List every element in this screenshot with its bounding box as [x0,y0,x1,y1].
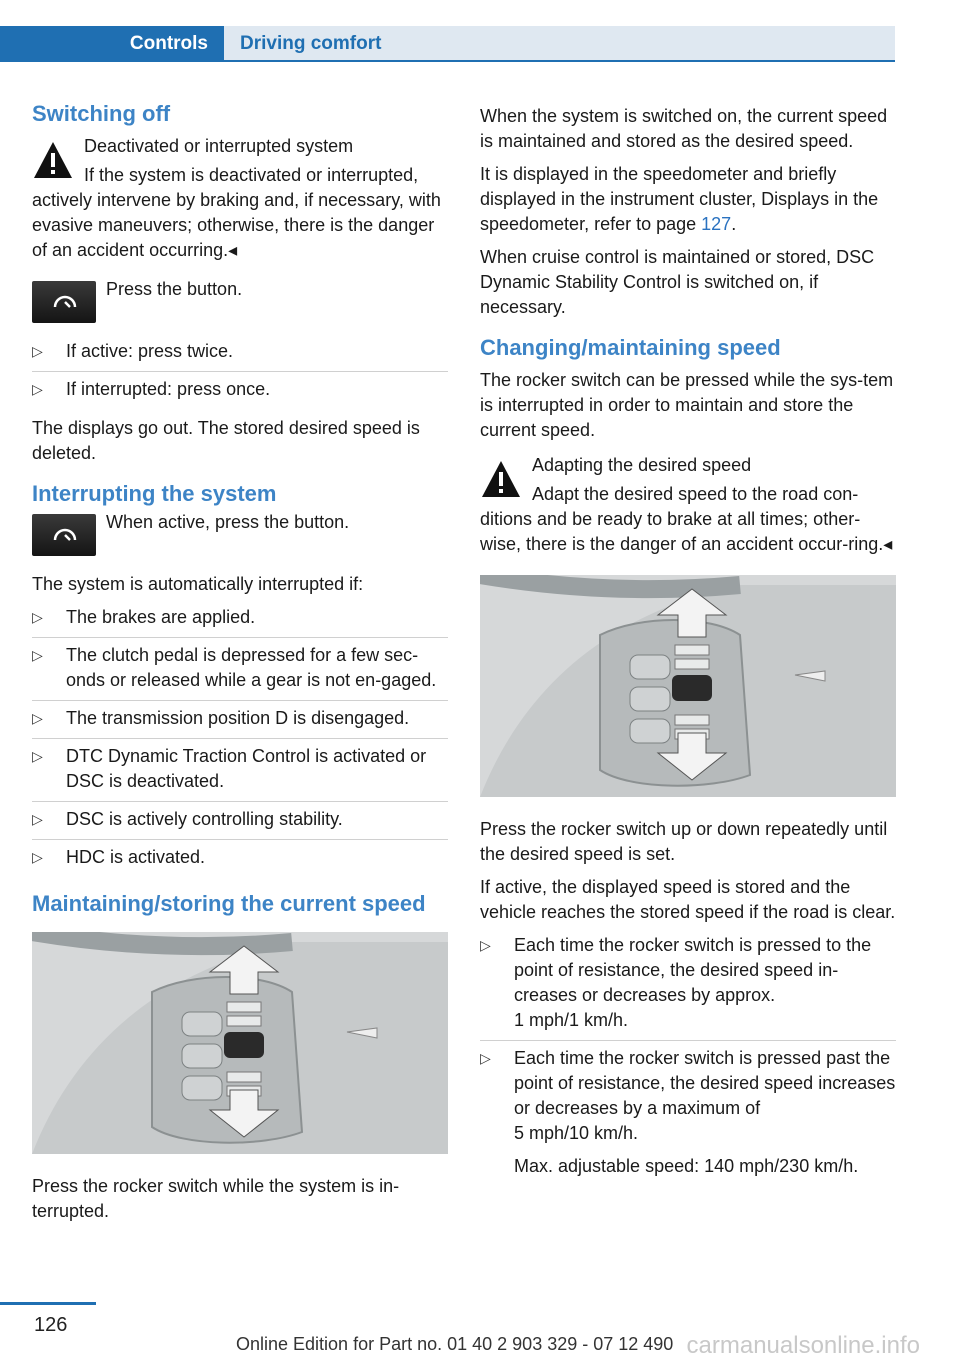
list-item [480,1040,896,1185]
list-item: ▷ DTC Dynamic Traction Control is activated or DSC is deactivated. [32,738,448,800]
paragraph: The rocker switch can be pressed while the sys‐tem is interrupted in order to maintain and store the current speed. [480,370,894,440]
paragraph: When cruise control is maintained or stored, DSC Dynamic Stability Control is switched on, if necessary. [480,247,875,317]
list-item-text: 5 mph/10 km/h. [514,1123,639,1143]
switch-off-list [32,339,448,408]
list-item: ▷ The transmission position D is disengaged. [32,700,448,737]
cruise-control-button-image [32,514,96,556]
steering-wheel-rocker-image [480,575,896,797]
list-item: ▷ HDC is activated. [32,839,448,876]
footer-rule [0,1302,96,1305]
button-row-interrupt [32,514,448,560]
warning-icon [480,459,522,499]
button-row-switch-off [32,281,448,327]
caption: Press the rocker switch while the system is in‐terrupted. [32,1176,400,1221]
list-item-note: Max. adjustable speed: 140 mph/230 km/h. [514,1156,859,1176]
list-item: ▷ If interrupted: press once. [32,371,448,408]
warning-body: Adapt the desired speed to the road con‐ditions and be ready to brake at all times; other‐wise, there is the danger of an accident occur‐ring.◂ [480,484,893,554]
paragraph: If active, the displayed speed is stored and the vehicle reaches the stored speed if the road is clear. [480,877,896,922]
page-reference-link[interactable]: 127 [701,214,732,234]
list-item: ▷ DSC is actively controlling stability. [32,801,448,838]
heading-changing: Changing/maintaining speed [480,335,781,360]
paragraph: The displays go out. The stored desired speed is deleted. [32,418,420,463]
warning-title: Adapting the desired speed [532,455,752,475]
list-item: ▷ The brakes are applied. [32,605,448,636]
speedometer-icon [52,523,78,547]
heading-maintaining: Maintaining/storing the current speed [32,891,426,916]
heading-switching-off: Switching off [32,101,171,126]
interrupt-conditions-list [32,605,448,876]
warning-adapting [480,453,896,557]
button-instruction: Press the button. [106,279,243,299]
tab-driving-comfort[interactable]: Driving comfort [224,26,895,62]
paragraph-with-link [480,162,896,237]
speedometer-icon [52,290,78,314]
paragraph-text: It is displayed in the speedometer and briefly displayed in the instrument cluster, Displays in the speedometer, refer to page [480,164,879,234]
list-item [480,933,896,1039]
edition-note: Online Edition for Part no. 01 40 2 903 329 - 07 12 490 [236,1334,674,1354]
list-item-text: 1 mph/1 km/h. [514,1010,629,1030]
heading-interrupting: Interrupting the system [32,481,277,506]
paragraph: When the system is switched on, the current speed is maintained and stored as the desired speed. [480,106,888,151]
tab-controls[interactable]: Controls [0,26,224,62]
page-number: 126 [34,1314,68,1336]
left-column [32,100,448,1232]
list-item-text: Each time the rocker switch is pressed past the point of resistance, the desired speed increases or decreases by a maximum of [514,1048,896,1118]
button-instruction: When active, press the button. [106,512,350,532]
list-item: ▷ The clutch pedal is depressed for a few sec‐onds or released while a gear is not en‐gaged. [32,637,448,699]
steering-wheel-rocker-image [32,932,448,1154]
cruise-control-button-image [32,281,96,323]
warning-deactivated [32,134,448,263]
paragraph: Press the rocker switch up or down repeatedly until the desired speed is set. [480,819,888,864]
warning-body: If the system is deactivated or interrupted, actively intervene by braking and, if necessary, with evasive maneuvers; otherwise, there is the danger of an accident occurring.◂ [32,165,441,260]
paragraph: The system is automatically interrupted if: [32,574,364,594]
warning-title: Deactivated or interrupted system [84,136,354,156]
right-column [480,104,896,1193]
watermark: carmanualsonline.info [686,1332,920,1359]
rocker-switch-list [480,933,896,1185]
paragraph-text: . [731,214,737,234]
header-rule [0,60,895,62]
list-item: ▷ If active: press twice. [32,339,448,370]
warning-icon [32,140,74,180]
list-item-text: Each time the rocker switch is pressed to the point of resistance, the desired speed in‐creases or decreases by approx. [514,935,872,1005]
